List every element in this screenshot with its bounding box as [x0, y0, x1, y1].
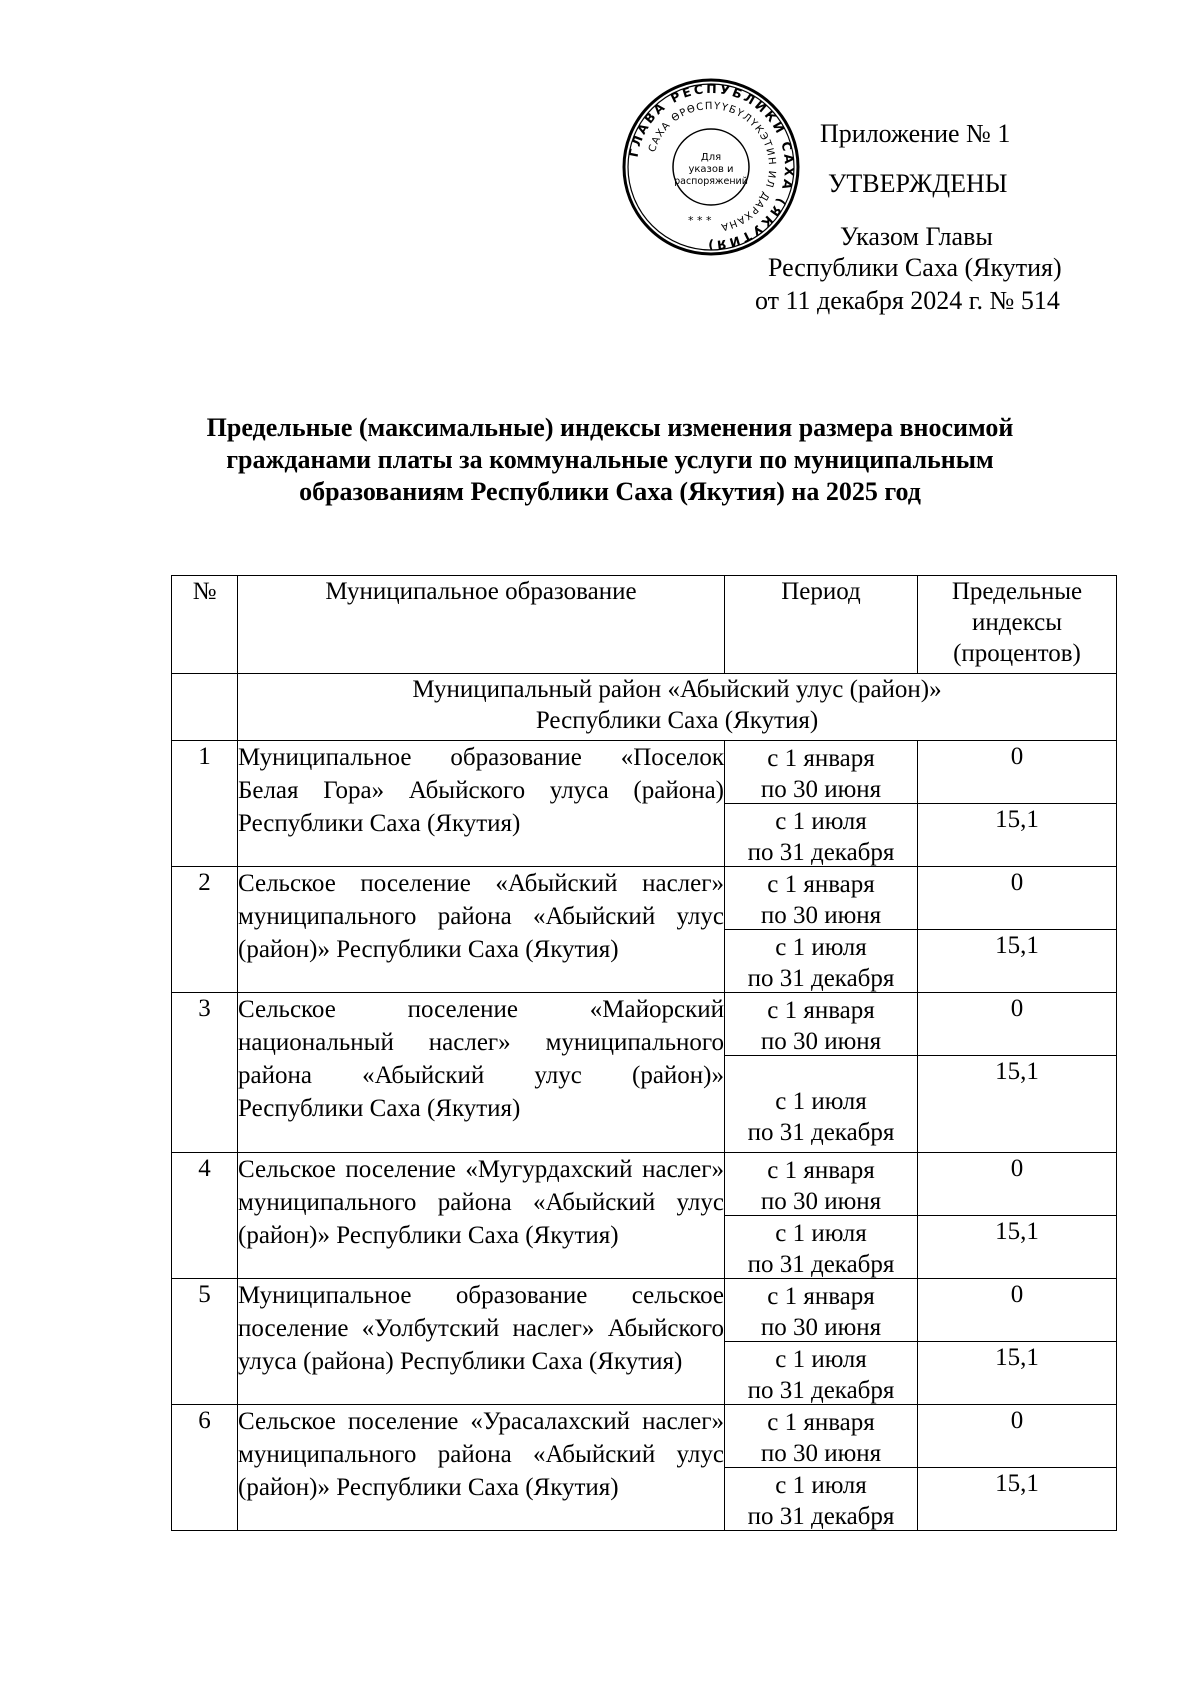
seal-star-icon: * * * [688, 214, 712, 227]
decree-authority: Республики Саха (Якутия) [768, 253, 1062, 282]
row-municipality: Муниципальное образование «Поселок Белая Гора» Абыйского улуса (района) Республики Саха (Якутия) [238, 741, 725, 867]
table-body [172, 741, 1117, 1531]
table-header-row [172, 576, 1117, 674]
row-index-first: 0 [918, 867, 1117, 930]
row-index-second: 15,1 [918, 1468, 1117, 1531]
period-start: с 1 января [767, 745, 875, 772]
period-end: по 30 июня [760, 902, 882, 929]
row-municipality: Муниципальное образование сельское поселение «Уолбутский наслег» Абыйского улуса (района) Республики Саха (Якутия) [238, 1279, 725, 1405]
row-period-second [725, 930, 918, 993]
table-row [172, 741, 1117, 804]
period-start: с 1 июля [775, 934, 867, 961]
table-row [172, 1279, 1117, 1342]
district-line-1: Муниципальный район «Абыйский улус (район)» [412, 676, 942, 703]
row-period-second [725, 1468, 918, 1531]
seal-inner-text: САХА ӨРӨСПҮҮБҮЛҮКЭТИН ИЛ ДАРХАНА [647, 100, 778, 233]
title-line-1: Предельные (максимальные) индексы изменения размера вносимой [206, 413, 1014, 442]
period-start: с 1 июля [775, 1472, 867, 1499]
row-index-second: 15,1 [918, 930, 1117, 993]
period-end: по 31 декабря [747, 1377, 895, 1404]
seal-center-line-1: Для [700, 152, 722, 163]
row-municipality: Сельское поселение «Абыйский наслег» муниципального района «Абыйский улус (район)» Республики Саха (Якутия) [238, 867, 725, 993]
header-index-line-3: (процентов) [953, 640, 1081, 667]
index-table [171, 575, 1117, 1531]
header-municipality: Муниципальное образование [238, 576, 725, 674]
row-index-first: 0 [918, 741, 1117, 804]
row-period-first [725, 993, 918, 1056]
period-end: по 31 декабря [747, 1503, 895, 1530]
row-number: 6 [172, 1405, 238, 1531]
seal-center-line-2: указов и [688, 164, 734, 175]
row-index-second: 15,1 [918, 1216, 1117, 1279]
period-end: по 30 июня [760, 776, 882, 803]
row-period-second [725, 1056, 918, 1153]
header-index-line-1: Предельные [951, 578, 1083, 605]
row-period-first [725, 741, 918, 804]
header-number: № [172, 576, 238, 674]
row-municipality: Сельское поселение «Урасалахский наслег» муниципального района «Абыйский улус (район)» Республики Саха (Якутия) [238, 1405, 725, 1531]
title-line-2: гражданами платы за коммунальные услуги по муниципальным [226, 445, 994, 474]
district-empty-cell [172, 674, 238, 741]
period-start: с 1 января [767, 1157, 875, 1184]
header-index [918, 576, 1117, 674]
seal-center-line-3: распоряжений [674, 176, 748, 187]
header-index-line-2: индексы [972, 609, 1062, 636]
decree-label: Указом Главы [840, 222, 993, 251]
decree-date-number: от 11 декабря 2024 г. № 514 [755, 286, 1060, 315]
row-index-second: 15,1 [918, 804, 1117, 867]
period-start: с 1 июля [775, 808, 867, 835]
period-start: с 1 июля [775, 1220, 867, 1247]
period-end: по 31 декабря [747, 839, 895, 866]
district-name [238, 674, 1117, 741]
row-index-first: 0 [918, 1153, 1117, 1216]
title-line-3: образованиям Республики Саха (Якутия) на 2025 год [299, 477, 921, 506]
period-start: с 1 января [767, 1283, 875, 1310]
header-period: Период [725, 576, 918, 674]
row-municipality: Сельское поселение «Майорский национальный наслег» муниципального района «Абыйский улус (район)» Республики Саха (Якутия) [238, 993, 725, 1153]
document-title [150, 412, 1070, 508]
period-end: по 30 июня [760, 1314, 882, 1341]
table-row [172, 1405, 1117, 1468]
period-start: с 1 июля [775, 1088, 867, 1115]
period-start: с 1 января [767, 871, 875, 898]
period-start: с 1 июля [775, 1346, 867, 1373]
row-period-second [725, 1342, 918, 1405]
row-index-second: 15,1 [918, 1342, 1117, 1405]
period-end: по 30 июня [760, 1440, 882, 1467]
row-period-first [725, 1153, 918, 1216]
row-period-first [725, 867, 918, 930]
period-end: по 31 декабря [747, 965, 895, 992]
table-row [172, 867, 1117, 930]
row-number: 5 [172, 1279, 238, 1405]
row-period-first [725, 1279, 918, 1342]
period-end: по 30 июня [760, 1028, 882, 1055]
period-end: по 30 июня [760, 1188, 882, 1215]
row-index-first: 0 [918, 1279, 1117, 1342]
row-number: 1 [172, 741, 238, 867]
approved-label: УТВЕРЖДЕНЫ [828, 169, 1008, 198]
period-start: с 1 января [767, 997, 875, 1024]
row-period-second [725, 1216, 918, 1279]
row-index-second: 15,1 [918, 1056, 1117, 1153]
row-municipality: Сельское поселение «Мугурдахский наслег» муниципального района «Абыйский улус (район)» Республики Саха (Якутия) [238, 1153, 725, 1279]
row-number: 2 [172, 867, 238, 993]
district-line-2: Республики Саха (Якутия) [535, 707, 819, 734]
appendix-label: Приложение № 1 [820, 119, 1011, 148]
district-row [172, 674, 1117, 741]
period-end: по 31 декабря [747, 1119, 895, 1146]
row-index-first: 0 [918, 1405, 1117, 1468]
row-period-second [725, 804, 918, 867]
row-period-first [725, 1405, 918, 1468]
official-seal [622, 78, 800, 256]
period-start: с 1 января [767, 1409, 875, 1436]
row-number: 3 [172, 993, 238, 1153]
row-index-first: 0 [918, 993, 1117, 1056]
table-row [172, 993, 1117, 1056]
seal-outer-text: ГЛАВА РЕСПУБЛИКИ САХА (ЯКУТИЯ) [625, 80, 798, 254]
period-end: по 31 декабря [747, 1251, 895, 1278]
table-row [172, 1153, 1117, 1216]
seal-graphic [622, 78, 800, 256]
row-number: 4 [172, 1153, 238, 1279]
